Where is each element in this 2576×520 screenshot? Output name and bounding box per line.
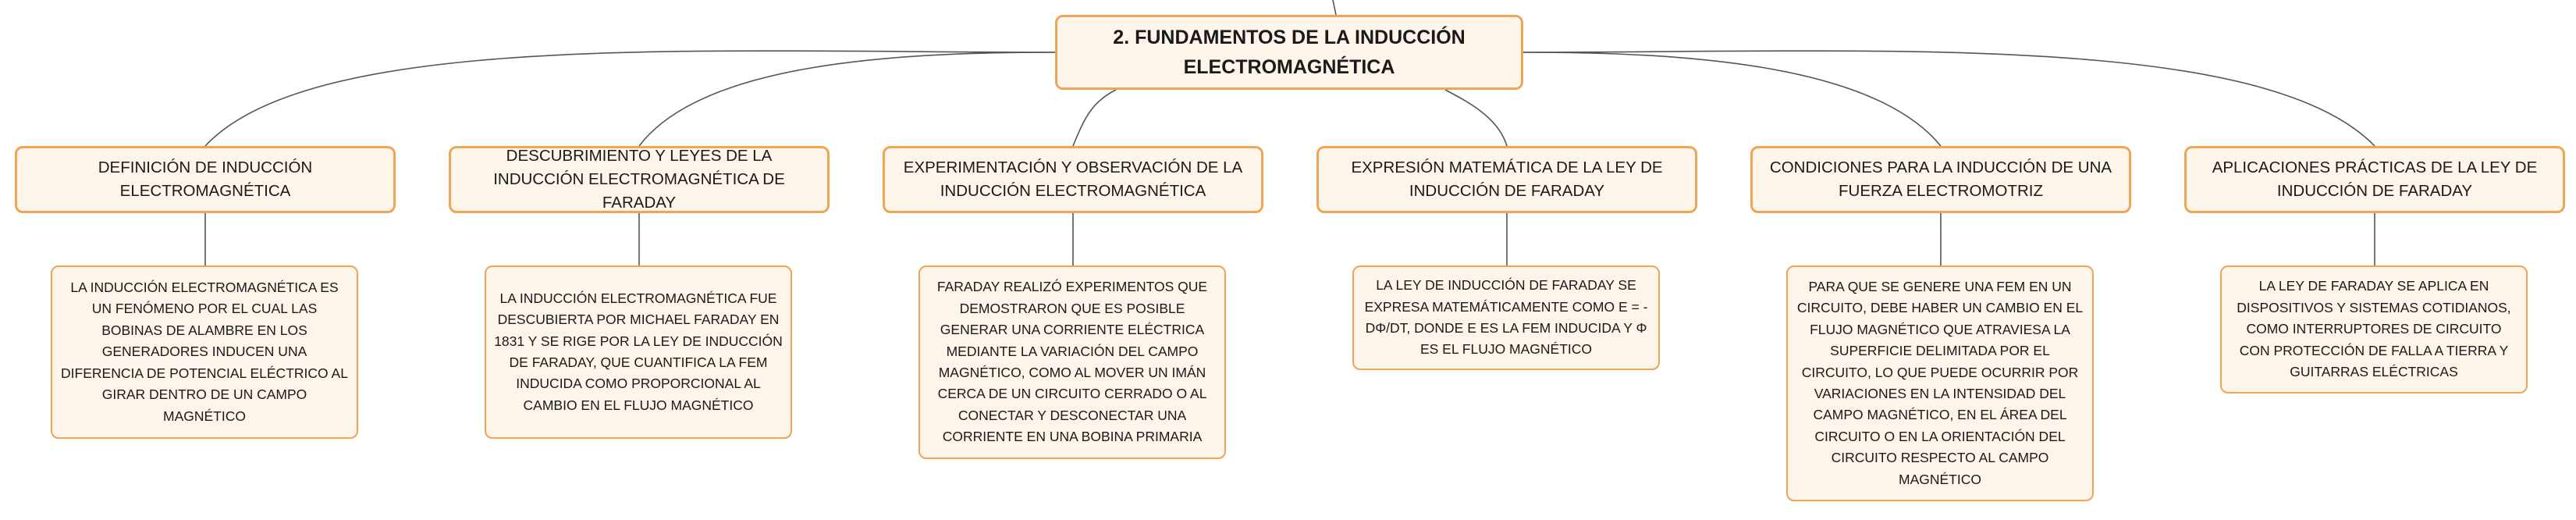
branch-label: DEFINICIÓN DE INDUCCIÓN ELECTROMAGNÉTICA <box>98 158 313 200</box>
leaf-aplicaciones-detail[interactable] <box>2220 265 2528 394</box>
branch-label: APLICACIONES PRÁCTICAS DE LA LEY DE INDUCCIÓN DE FARADAY <box>2212 158 2538 200</box>
leaf-expresion-matematica-detail[interactable] <box>1352 265 1660 370</box>
branch-experimentacion[interactable] <box>883 146 1263 213</box>
branch-label: DESCUBRIMIENTO Y LEYES DE LA INDUCCIÓN ELECTROMAGNÉTICA DE FARADAY <box>493 147 785 212</box>
connector-root-to-branch-1 <box>205 51 1055 146</box>
branch-label: EXPERIMENTACIÓN Y OBSERVACIÓN DE LA INDUCCIÓN ELECTROMAGNÉTICA <box>903 158 1243 200</box>
leaf-definicion-detail[interactable] <box>51 265 358 439</box>
connector-root-to-branch-4 <box>1445 90 1507 146</box>
branch-aplicaciones[interactable] <box>2184 146 2565 213</box>
parent-connector <box>1333 0 1336 15</box>
leaf-text: FARADAY REALIZÓ EXPERIMENTOS QUE DEMOSTRARON QUE ES POSIBLE GENERAR UNA CORRIENTE ELÉCTRICA MEDIANTE LA VARIACIÓN DEL CAMPO MAGNÉTICO, COMO AL MOVER UN IMÁN CERCA DE UN CIRCUITO CERRADO O AL CONECTAR Y DESCONECTAR UNA CORRIENTE EN UNA BOBINA PRIMARIA <box>936 279 1208 445</box>
branch-label: CONDICIONES PARA LA INDUCCIÓN DE UNA FUERZA ELECTROMOTRIZ <box>1769 158 2112 200</box>
branch-expresion-matematica[interactable] <box>1316 146 1697 213</box>
leaf-text: LA LEY DE FARADAY SE APLICA EN DISPOSITIVOS Y SISTEMAS COTIDIANOS, COMO INTERRUPTORES DE CIRCUITO CON PROTECCIÓN DE FALLA A TIERRA Y GUITARRAS ELÉCTRICAS <box>2237 278 2511 380</box>
leaf-text: LA INDUCCIÓN ELECTROMAGNÉTICA FUE DESCUBIERTA POR MICHAEL FARADAY EN 1831 Y SE RIGE POR LA LEY DE INDUCCIÓN DE FARADAY, QUE CUANTIFICA LA FEM INDUCIDA COMO PROPORCIONAL AL CAMBIO EN EL FLUJO MAGNÉTICO <box>494 290 783 413</box>
connector-root-to-branch-6 <box>1523 51 2375 146</box>
root-topic[interactable] <box>1055 15 1523 90</box>
connector-root-to-branch-5 <box>1523 52 1941 146</box>
leaf-experimentacion-detail[interactable] <box>918 265 1226 459</box>
branch-descubrimiento[interactable] <box>449 146 830 213</box>
branch-label: EXPRESIÓN MATEMÁTICA DE LA LEY DE INDUCCIÓN DE FARADAY <box>1351 158 1663 200</box>
leaf-text: PARA QUE SE GENERE UNA FEM EN UN CIRCUITO, DEBE HABER UN CAMBIO EN EL FLUJO MAGNÉTICO QUE ATRAVIESA LA SUPERFICIE DELIMITADA POR EL CIRCUITO, LO QUE PUEDE OCURRIR POR VARIACIONES EN LA INTENSIDAD DEL CAMPO MAGNÉTICO, EN EL ÁREA DEL CIRCUITO O EN LA ORIENTACIÓN DEL CIRCUITO RESPECTO AL CAMPO MAGNÉTICO <box>1796 278 2084 487</box>
connector-root-to-branch-2 <box>639 52 1055 146</box>
leaf-text: LA LEY DE INDUCCIÓN DE FARADAY SE EXPRESA MATEMÁTICAMENTE COMO E = -DΦ/DT, DONDE E ES LA FEM INDUCIDA Y Φ ES EL FLUJO MAGNÉTICO <box>1364 277 1648 358</box>
branch-definicion[interactable] <box>15 146 396 213</box>
leaf-descubrimiento-detail[interactable] <box>485 265 792 439</box>
leaf-text: LA INDUCCIÓN ELECTROMAGNÉTICA ES UN FENÓMENO POR EL CUAL LAS BOBINAS DE ALAMBRE EN LOS GENERADORES INDUCEN UNA DIFERENCIA DE POTENCIAL ELÉCTRICO AL GIRAR DENTRO DE UN CAMPO MAGNÉTICO <box>61 280 348 424</box>
root-topic-label: 2. FUNDAMENTOS DE LA INDUCCIÓN ELECTROMAGNÉTICA <box>1113 27 1466 78</box>
branch-condiciones[interactable] <box>1750 146 2131 213</box>
leaf-condiciones-detail[interactable] <box>1786 265 2094 501</box>
connector-root-to-branch-3 <box>1073 90 1116 146</box>
